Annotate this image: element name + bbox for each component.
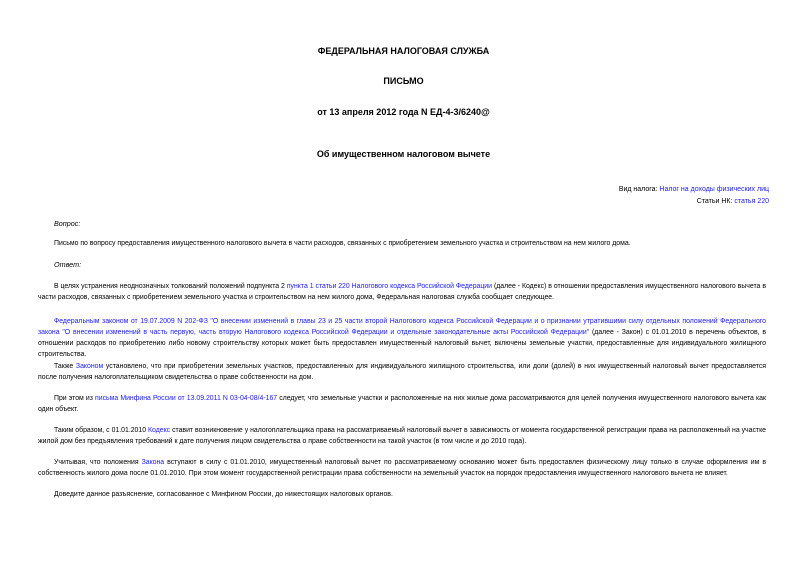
answer-label: Ответ: bbox=[54, 260, 82, 269]
answer-paragraph-6: Учитывая, что положения Закона вступают в силу с 01.01.2010, имущественный налоговый вычет по рассматриваемому основанию может быть предоставлен физическому лицу только в случае оформления им в собственность жилого дома после 01.01.2010. При этом момент государственной регистрации права собственности на земельный участок на порядок предоставления имущественного налогового вычета не влияет. bbox=[38, 459, 766, 477]
document-type: ПИСЬМО bbox=[383, 76, 424, 86]
nk-article-220-link[interactable]: пункта 1 статьи 220 Налогового кодекса Российской Федерации bbox=[286, 283, 493, 290]
answer-paragraph-2: Федеральным законом от 19.07.2009 N 202-ФЗ "О внесении изменений в главы 23 и 25 части второй Налогового кодекса Российской Федерации и о признании утратившими силу отдельных положений Федерального закона "О внесении изменений в часть первую, часть вторую Налогового кодекса Российской Федерации и отдельные законодательные акты Российской Федерации" (далее - Закон) с 01.01.2010 в перечень объектов, в отношении расходов по приобретению либо новому строительству которых может быть предоставлен имущественный налоговый вычет, включены земельные участки, предоставленные для индивидуального жилищного строительства. bbox=[38, 318, 766, 358]
tax-type-label: Вид налога: bbox=[618, 186, 660, 193]
document-subject: Об имущественном налоговом вычете bbox=[316, 149, 491, 159]
tax-type-link[interactable]: Налог на доходы физических лиц bbox=[659, 186, 769, 193]
minfin-letter-link[interactable]: письма Минфина России от 13.09.2011 N 03-04-08/4-167 bbox=[95, 395, 278, 402]
nk-articles-label: Статьи НК: bbox=[696, 198, 735, 205]
law-link[interactable]: Законом bbox=[75, 363, 104, 370]
code-link[interactable]: Кодекс bbox=[148, 427, 171, 434]
federal-law-202-link[interactable]: Федеральным законом от 19.07.2009 N 202-ФЗ "О внесении изменений в главы 23 и 25 части второй Налогового кодекса Российской Федерации и о признании утратившими силу отдельных положений Федерального закона "О внесении изменений в часть первую, часть вторую Налогового кодекса Российской Федерации и отдельные законодательные акты Российской Федерации" bbox=[38, 318, 766, 336]
nk-article-link[interactable]: статья 220 bbox=[734, 198, 769, 205]
law-link-2[interactable]: Закона bbox=[141, 459, 165, 466]
document-date-number: от 13 апреля 2012 года N ЕД-4-3/6240@ bbox=[317, 107, 490, 117]
answer-paragraph-5: Таким образом, с 01.01.2010 Кодекс ставит возникновение у налогоплательщика права на рассматриваемый налоговый вычет в зависимость от момента государственной регистрации права на расположенный на участке жилой дом без предъявления требований к дате получения лицом свидетельства о праве собственности на такой участок (в том числе и до 2010 года). bbox=[38, 427, 766, 445]
tax-type-line bbox=[619, 186, 769, 193]
nk-articles-line bbox=[697, 198, 769, 205]
question-label: Вопрос: bbox=[54, 219, 81, 228]
answer-paragraph-4: При этом из письма Минфина России от 13.09.2011 N 03-04-08/4-167 следует, что земельные участки и расположенные на них жилые дома рассматриваются для целей получения имущественного налогового вычета как один объект. bbox=[38, 395, 766, 413]
agency-title: ФЕДЕРАЛЬНАЯ НАЛОГОВАЯ СЛУЖБА bbox=[317, 46, 490, 56]
answer-paragraph-7: Доведите данное разъяснение, согласованное с Минфином России, до нижестоящих налоговых органов. bbox=[54, 491, 393, 498]
answer-paragraph-3: Также Законом установлено, что при приобретении земельных участков, предоставленных для индивидуального жилищного строительства, или доли (долей) в них имущественный налоговый вычет предоставляется после получения налогоплательщиком свидетельства о праве собственности на дом. bbox=[38, 363, 766, 381]
answer-paragraph-1: В целях устранения неоднозначных толкований положений подпункта 2 пункта 1 статьи 220 Налогового кодекса Российской Федерации (далее - Кодекс) в отношении предоставления имущественного налогового вычета в части расходов, связанных с приобретением земельного участка и строительством на нем жилого дома, Федеральная налоговая служба сообщает следующее. bbox=[38, 283, 766, 301]
question-text: Письмо по вопросу предоставления имущественного налогового вычета в части расходов, связанных с приобретением земельного участка и строительством на нем жилого дома. bbox=[54, 240, 631, 247]
